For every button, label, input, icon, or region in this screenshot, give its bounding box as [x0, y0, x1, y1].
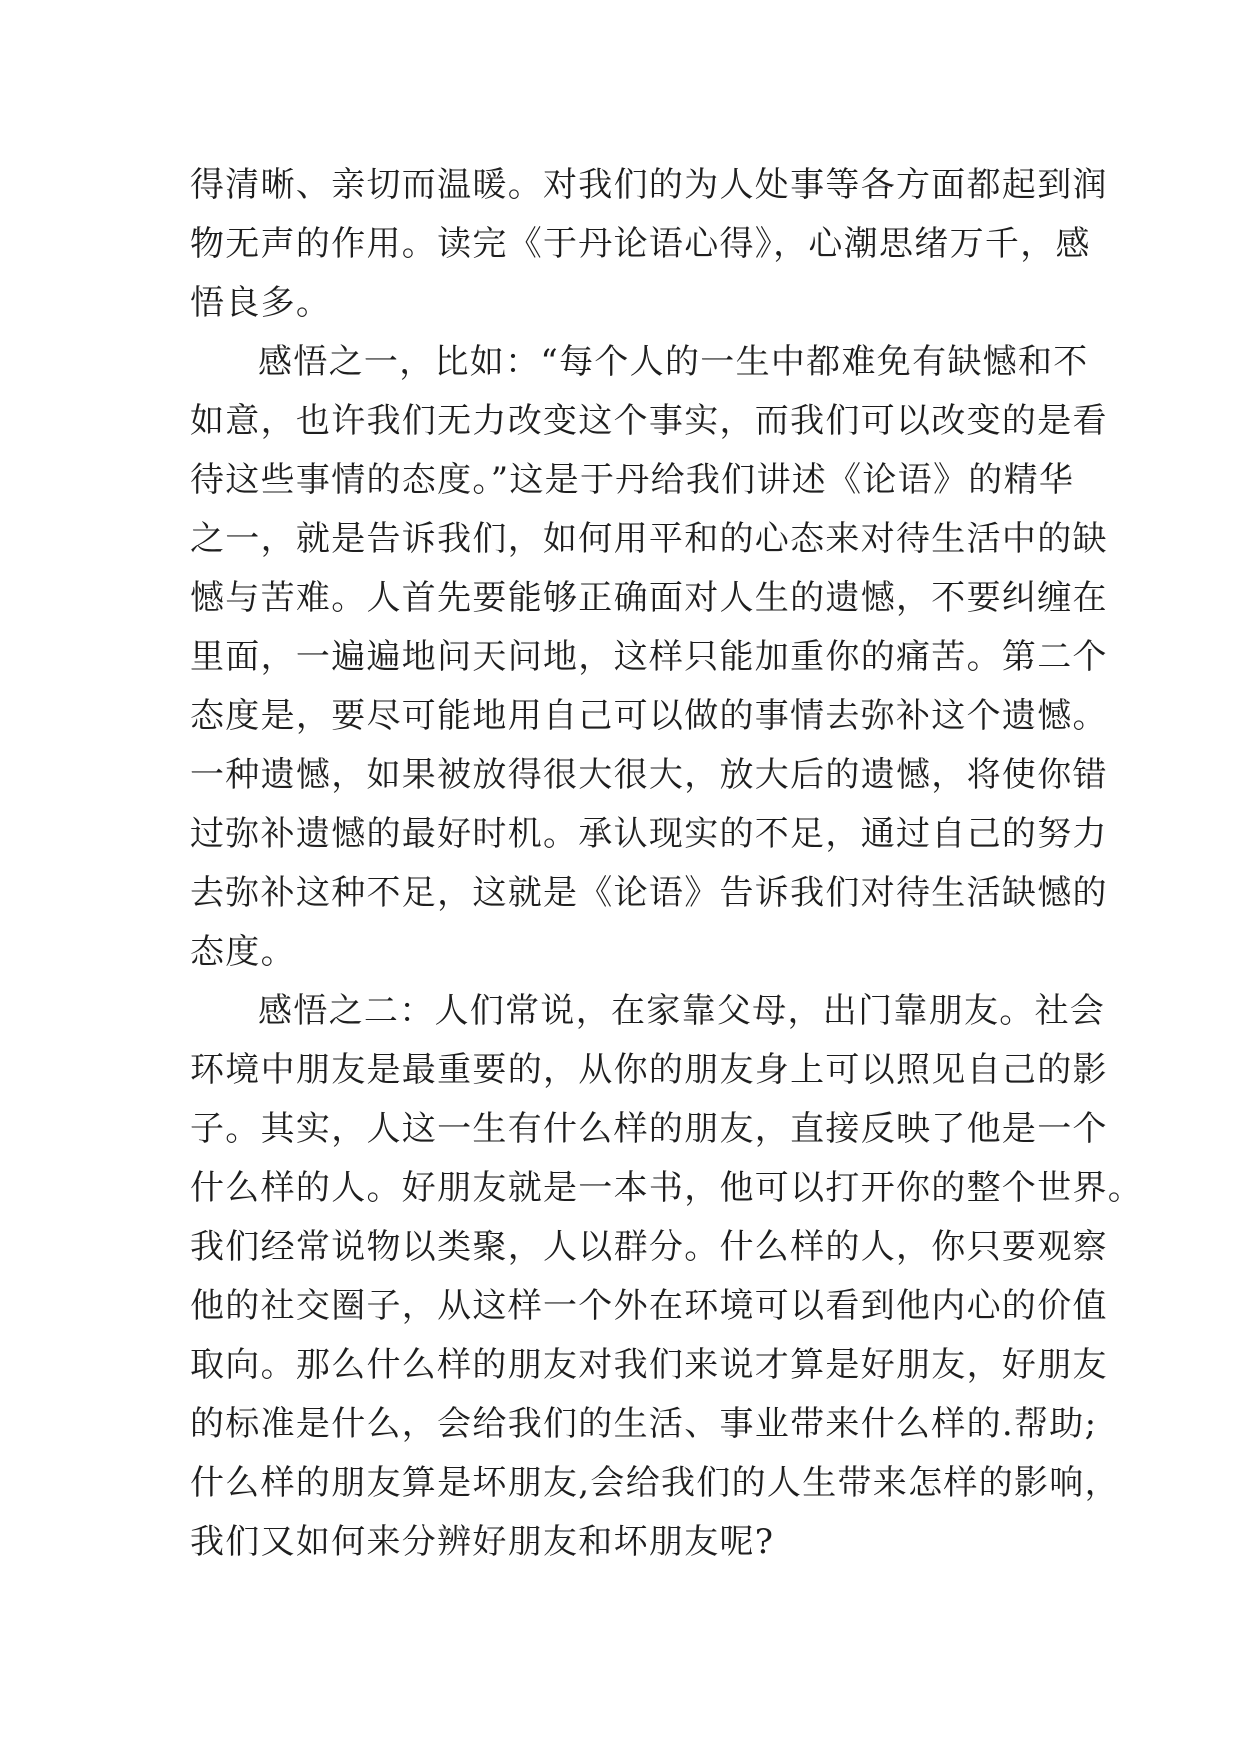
- text-line: 之一，就是告诉我们，如何用平和的心态来对待生活中的缺: [190, 519, 1108, 559]
- text-line: 如意，也许我们无力改变这个事实，而我们可以改变的是看: [190, 401, 1108, 441]
- text-line: 的标准是什么，会给我们的生活、事业带来什么样的.帮助;: [190, 1404, 1098, 1444]
- text-line: 我们又如何来分辨好朋友和坏朋友呢?: [190, 1522, 775, 1562]
- text-line: 物无声的作用。读完《于丹论语心得》，心潮思绪万千，感: [190, 224, 1091, 264]
- text-line: 什么样的人。好朋友就是一本书，他可以打开你的整个世界。: [190, 1168, 1144, 1208]
- text-line: 悟良多。: [190, 283, 332, 323]
- text-line: 环境中朋友是最重要的，从你的朋友身上可以照见自己的影: [190, 1050, 1108, 1090]
- text-line: 去弥补这种不足，这就是《论语》告诉我们对待生活缺憾的: [190, 873, 1108, 913]
- text-line: 一种遗憾，如果被放得很大很大，放大后的遗憾，将使你错: [190, 755, 1108, 795]
- text-line: 子。其实，人这一生有什么样的朋友，直接反映了他是一个: [190, 1109, 1108, 1149]
- text-line: 憾与苦难。人首先要能够正确面对人生的遗憾，不要纠缠在: [190, 578, 1108, 618]
- text-line: 态度。: [190, 932, 296, 972]
- text-line: 待这些事情的态度。”这是于丹给我们讲述《论语》的精华: [190, 460, 1075, 500]
- text-line: 过弥补遗憾的最好时机。承认现实的不足，通过自己的努力: [190, 814, 1108, 854]
- paragraph-start-line: 感悟之二：人们常说，在家靠父母，出门靠朋友。社会: [258, 991, 1106, 1031]
- text-line: 他的社交圈子，从这样一个外在环境可以看到他内心的价值: [190, 1286, 1108, 1326]
- text-line: 取向。那么什么样的朋友对我们来说才算是好朋友，好朋友: [190, 1345, 1108, 1385]
- text-line: 得清晰、亲切而温暖。对我们的为人处事等各方面都起到润: [190, 165, 1108, 205]
- text-line: 什么样的朋友算是坏朋友,会给我们的人生带来怎样的影响，: [190, 1463, 1120, 1503]
- text-line: 态度是，要尽可能地用自己可以做的事情去弥补这个遗憾。: [190, 696, 1108, 736]
- body-text: [190, 156, 1144, 1572]
- paragraph-start-line: 感悟之一，比如：“每个人的一生中都难免有缺憾和不: [258, 342, 1089, 382]
- text-line: 我们经常说物以类聚，人以群分。什么样的人，你只要观察: [190, 1227, 1108, 1267]
- text-line: 里面，一遍遍地问天问地，这样只能加重你的痛苦。第二个: [190, 637, 1108, 677]
